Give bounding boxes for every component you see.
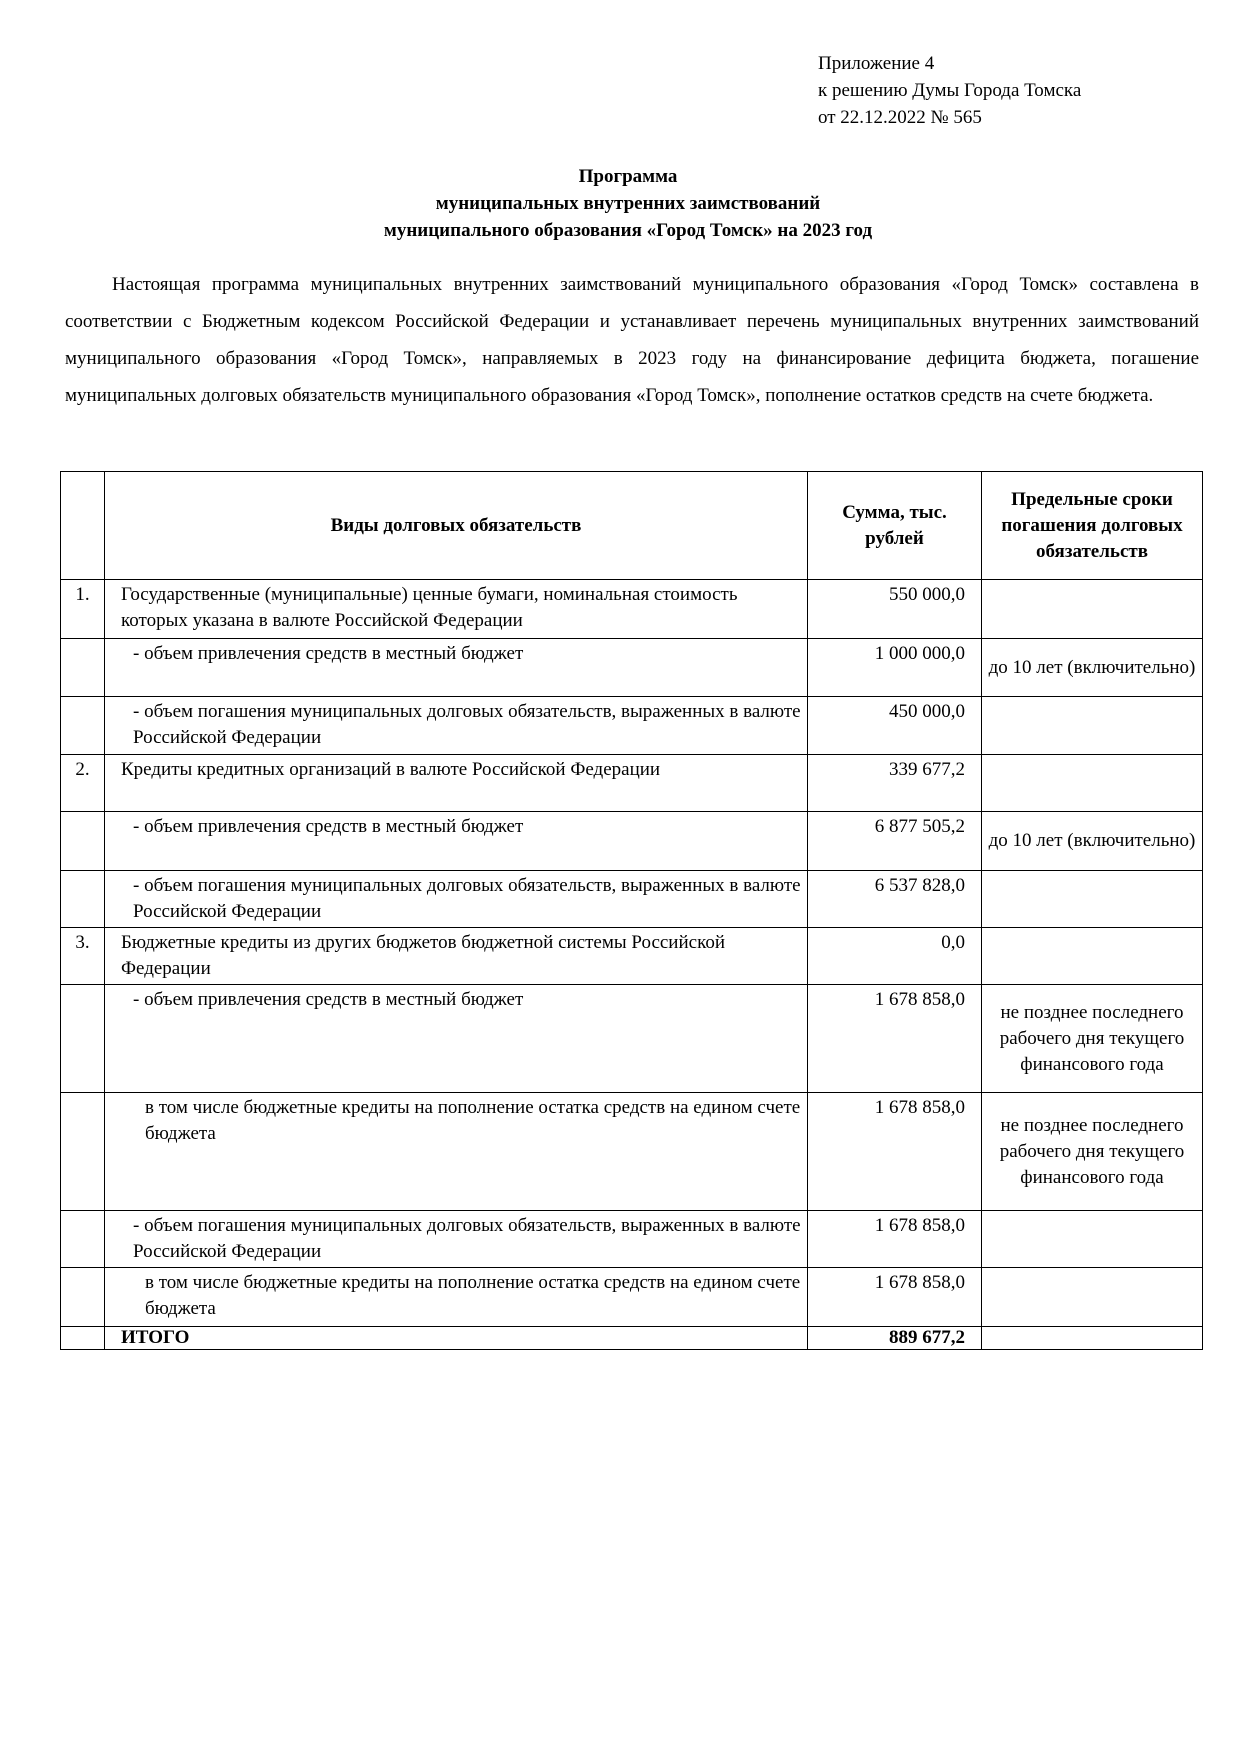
- total-num: [61, 1327, 105, 1350]
- title-line: муниципального образования «Город Томск» на 2023 год: [383, 220, 873, 241]
- row-term: [982, 755, 1203, 812]
- table-row: [61, 697, 1203, 755]
- total-sum: 889 677,2: [808, 1327, 982, 1350]
- table-row: [61, 580, 1203, 639]
- row-text: - объем привлечения средств в местный бюджет: [105, 639, 808, 697]
- header-sum: Сумма, тыс. рублей: [808, 472, 982, 580]
- row-num: [61, 1268, 105, 1327]
- row-term: [982, 697, 1203, 755]
- row-sum: 6 877 505,2: [808, 812, 982, 871]
- row-text: - объем погашения муниципальных долговых обязательств, выраженных в валюте Российской Федерации: [105, 871, 808, 928]
- table-row: [61, 639, 1203, 697]
- row-text: Бюджетные кредиты из других бюджетов бюджетной системы Российской Федерации: [105, 928, 808, 985]
- header-term: Предельные сроки погашения долговых обязательств: [982, 472, 1203, 580]
- row-sum: 450 000,0: [808, 697, 982, 755]
- header-kind: Виды долговых обязательств: [105, 472, 808, 580]
- table-row: [61, 755, 1203, 812]
- row-text: Государственные (муниципальные) ценные бумаги, номинальная стоимость которых указана в валюте Российской Федерации: [105, 580, 808, 639]
- row-sum: 1 678 858,0: [808, 1268, 982, 1327]
- row-num: [61, 871, 105, 928]
- table-row: [61, 928, 1203, 985]
- row-term: до 10 лет (включительно): [982, 812, 1203, 871]
- debt-table: [60, 471, 1203, 1350]
- title-line: Программа: [578, 166, 678, 187]
- row-text: - объем привлечения средств в местный бюджет: [105, 812, 808, 871]
- row-num: [61, 1211, 105, 1268]
- row-text: Кредиты кредитных организаций в валюте Российской Федерации: [105, 755, 808, 812]
- row-term: [982, 871, 1203, 928]
- table-row: [61, 812, 1203, 871]
- table-header-row: [61, 472, 1203, 580]
- row-term: [982, 580, 1203, 639]
- appendix-line: к решению Думы Города Томска: [818, 80, 1082, 101]
- row-term: до 10 лет (включительно): [982, 639, 1203, 697]
- header-num: [61, 472, 105, 580]
- row-text: - объем погашения муниципальных долговых обязательств, выраженных в валюте Российской Федерации: [105, 1211, 808, 1268]
- appendix-line: Приложение 4: [818, 53, 935, 74]
- row-sum: 6 537 828,0: [808, 871, 982, 928]
- row-num: [61, 985, 105, 1093]
- row-term: не позднее последнего рабочего дня текущего финансового года: [982, 1093, 1203, 1211]
- row-term: [982, 1211, 1203, 1268]
- row-term: не позднее последнего рабочего дня текущего финансового года: [982, 985, 1203, 1093]
- title-line: муниципальных внутренних заимствований: [435, 193, 821, 214]
- row-term: [982, 928, 1203, 985]
- table-row: [61, 985, 1203, 1093]
- row-text: в том числе бюджетные кредиты на пополнение остатка средств на едином счете бюджета: [105, 1268, 808, 1327]
- appendix-note: [818, 50, 1081, 131]
- table-row: [61, 1268, 1203, 1327]
- total-row: [61, 1327, 1203, 1350]
- row-sum: 550 000,0: [808, 580, 982, 639]
- row-num: [61, 812, 105, 871]
- row-sum: 1 678 858,0: [808, 1093, 982, 1211]
- row-sum: 1 000 000,0: [808, 639, 982, 697]
- row-num: 3.: [61, 928, 105, 985]
- row-text: в том числе бюджетные кредиты на пополнение остатка средств на едином счете бюджета: [105, 1093, 808, 1211]
- row-text: - объем привлечения средств в местный бюджет: [105, 985, 808, 1093]
- table-row: [61, 871, 1203, 928]
- table-row: [61, 1093, 1203, 1211]
- row-num: [61, 697, 105, 755]
- row-sum: 0,0: [808, 928, 982, 985]
- row-text: - объем погашения муниципальных долговых обязательств, выраженных в валюте Российской Федерации: [105, 697, 808, 755]
- row-sum: 1 678 858,0: [808, 985, 982, 1093]
- intro-paragraph: Настоящая программа муниципальных внутренних заимствований муниципального образования «Город Томск» составлена в соответствии с Бюджетным кодексом Российской Федерации и устанавливает перечень муниципальных внутренних заимствований муниципального образования «Город Томск», направляемых в 2023 году на финансирование дефицита бюджета, погашение муниципальных долговых обязательств муниципального образования «Город Томск», пополнение остатков средств на счете бюджета.: [65, 274, 1199, 406]
- row-sum: 339 677,2: [808, 755, 982, 812]
- table-row: [61, 1211, 1203, 1268]
- row-term: [982, 1268, 1203, 1327]
- row-num: 2.: [61, 755, 105, 812]
- appendix-line: от 22.12.2022 № 565: [818, 107, 982, 128]
- row-num: [61, 1093, 105, 1211]
- row-num: 1.: [61, 580, 105, 639]
- total-label: ИТОГО: [105, 1327, 808, 1350]
- row-sum: 1 678 858,0: [808, 1211, 982, 1268]
- document-title: [0, 163, 1240, 244]
- row-num: [61, 639, 105, 697]
- total-term: [982, 1327, 1203, 1350]
